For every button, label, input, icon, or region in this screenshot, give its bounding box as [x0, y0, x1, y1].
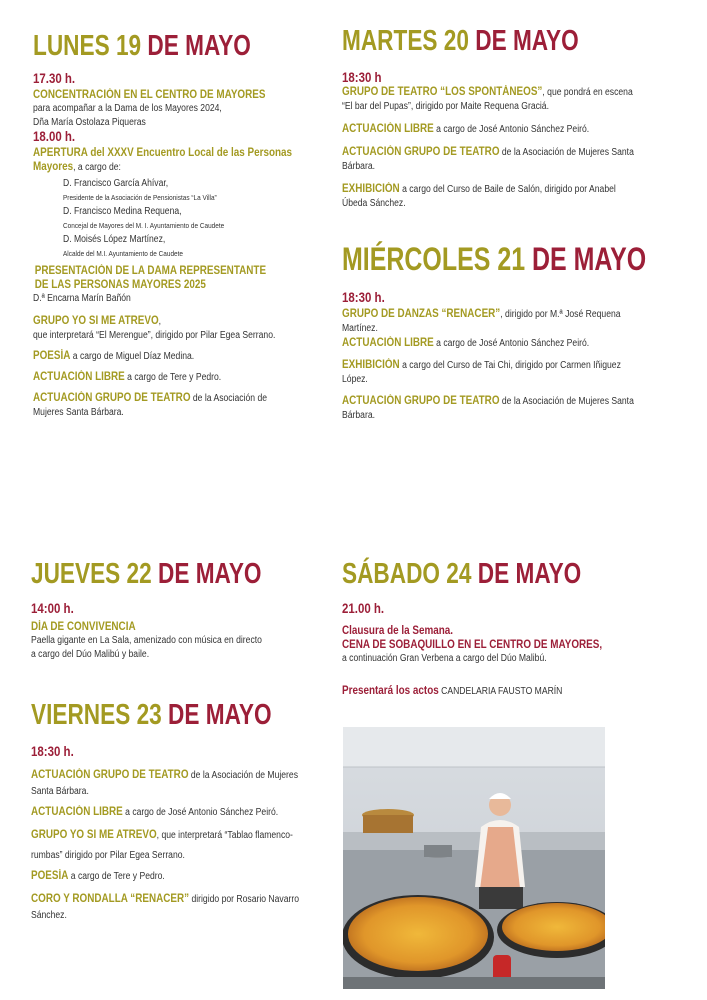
martes-event-2: ACTUACIÓN LIBRE a cargo de José Antonio Sánchez Peiró. [342, 123, 590, 135]
speaker-1-role: Presidente de la Asociación de Pensionistas “La Villa” [63, 193, 217, 202]
lunes-event-5: POESÍA a cargo de Miguel Díaz Medina. [33, 350, 195, 362]
martes-event-3: ACTUACIÓN GRUPO DE TEATRO de la Asociación de Mujeres Santa Bárbara. [342, 146, 634, 172]
jueves-heading: JUEVES 22 DE MAYO [31, 558, 262, 590]
martes-heading: MARTES 20 DE MAYO [342, 25, 579, 57]
miercoles-section [342, 243, 662, 423]
jueves-section [31, 560, 341, 662]
viernes-section [31, 701, 341, 924]
lunes-event-2: APERTURA del XXXV Encuentro Local de las Personas Mayores, a cargo de: [33, 147, 293, 173]
viernes-heading: VIERNES 23 DE MAYO [31, 699, 272, 731]
miercoles-event-3: EXHIBICIÓN a cargo del Curso de Tai Chi, dirigido por Carmen Iñiguez López. [342, 359, 621, 385]
viernes-time-1: 18:30 h. [31, 743, 74, 759]
sabado-section [342, 560, 672, 699]
miercoles-time-1: 18:30 h. [342, 289, 385, 305]
jueves-event-1: DÍA DE CONVIVENCIA Paella gigante en La Sala, amenizado con música en directo a cargo del Dúo Malibú y baile. [31, 621, 262, 660]
sabado-heading: SÁBADO 24 DE MAYO [342, 558, 582, 590]
sabado-presenter: Presentará los actos CANDELARIA FAUSTO MARÍN [342, 685, 563, 697]
viernes-event-3: GRUPO YO SI ME ATREVO, que interpretará “Tablao flamenco- rumbas” dirigido por Pilar Egea Serrano. [31, 829, 293, 861]
viernes-event-4: POESÍA a cargo de Tere y Pedro. [31, 870, 165, 882]
speaker-2-name: D. Francisco Medina Requena, [63, 206, 182, 217]
lunes-event-7: ACTUACIÓN GRUPO DE TEATRO de la Asociación de Mujeres Santa Bárbara. [33, 392, 268, 418]
miercoles-event-1: GRUPO DE DANZAS “RENACER”, dirigido por M.ª José Requena Martínez. [342, 308, 621, 334]
speaker-3-role: Alcalde del M.I. Ayuntamiento de Caudete [63, 249, 184, 258]
miercoles-event-4: ACTUACIÓN GRUPO DE TEATRO de la Asociación de Mujeres Santa Bárbara. [342, 395, 634, 421]
lunes-time-2: 18.00 h. [33, 128, 76, 144]
sabado-event-1: Clausura de la Semana. CENA DE SOBAQUILLO EN EL CENTRO DE MAYORES, a continuación Gran Verbena a cargo del Dúo Malibú. [342, 625, 603, 664]
miercoles-event-2: ACTUACIÓN LIBRE a cargo de José Antonio Sánchez Peiró. [342, 337, 590, 349]
lunes-event-1: CONCENTRACIÓN EN EL CENTRO DE MAYORES para acompañar a la Dama de los Mayores 2024, Dña María Ostolaza Piqueras [33, 89, 266, 128]
viernes-event-2: ACTUACIÓN LIBRE a cargo de José Antonio Sánchez Peiró. [31, 806, 279, 818]
lunes-time-1: 17.30 h. [33, 70, 76, 86]
lunes-heading: LUNES 19 DE MAYO [33, 30, 251, 62]
lunes-event-4: GRUPO YO SI ME ATREVO, que interpretará “El Merengue”, dirigido por Pilar Egea Serrano. [33, 315, 276, 341]
speaker-1-name: D. Francisco García Ahívar, [63, 178, 169, 189]
paella-photo [343, 727, 605, 989]
speaker-2-role: Concejal de Mayores del M. I. Ayuntamiento de Caudete [63, 221, 225, 230]
martes-section [342, 27, 662, 211]
martes-time-1: 18:30 h [342, 69, 382, 85]
martes-event-1: GRUPO DE TEATRO “LOS SPONTÁNEOS”, que pondrá en escena “El bar del Pupas”, dirigido por Maite Requena Graciá. [342, 86, 633, 112]
viernes-event-1: ACTUACIÓN GRUPO DE TEATRO de la Asociación de Mujeres Santa Bárbara. [31, 769, 298, 797]
viernes-event-5: CORO Y RONDALLA “RENACER” dirigido por Rosario Navarro Sánchez. [31, 893, 300, 921]
martes-event-4: EXHIBICIÓN a cargo del Curso de Baile de Salón, dirigido por Anabel Úbeda Sánchez. [342, 183, 616, 209]
lunes-event-3: PRESENTACIÓN DE LA DAMA REPRESENTANTE DE LAS PERSONAS MAYORES 2025 D.ª Encarna Marín Bañón [33, 265, 267, 304]
lunes-section [33, 32, 333, 420]
jueves-time-1: 14:00 h. [31, 600, 74, 616]
lunes-speakers [33, 177, 333, 260]
lunes-event-6: ACTUACIÓN LIBRE a cargo de Tere y Pedro. [33, 371, 222, 383]
sabado-time-1: 21.00 h. [342, 600, 385, 616]
miercoles-heading: MIÉRCOLES 21 DE MAYO [342, 241, 647, 277]
speaker-3-name: D. Moisés López Martínez, [63, 234, 166, 245]
